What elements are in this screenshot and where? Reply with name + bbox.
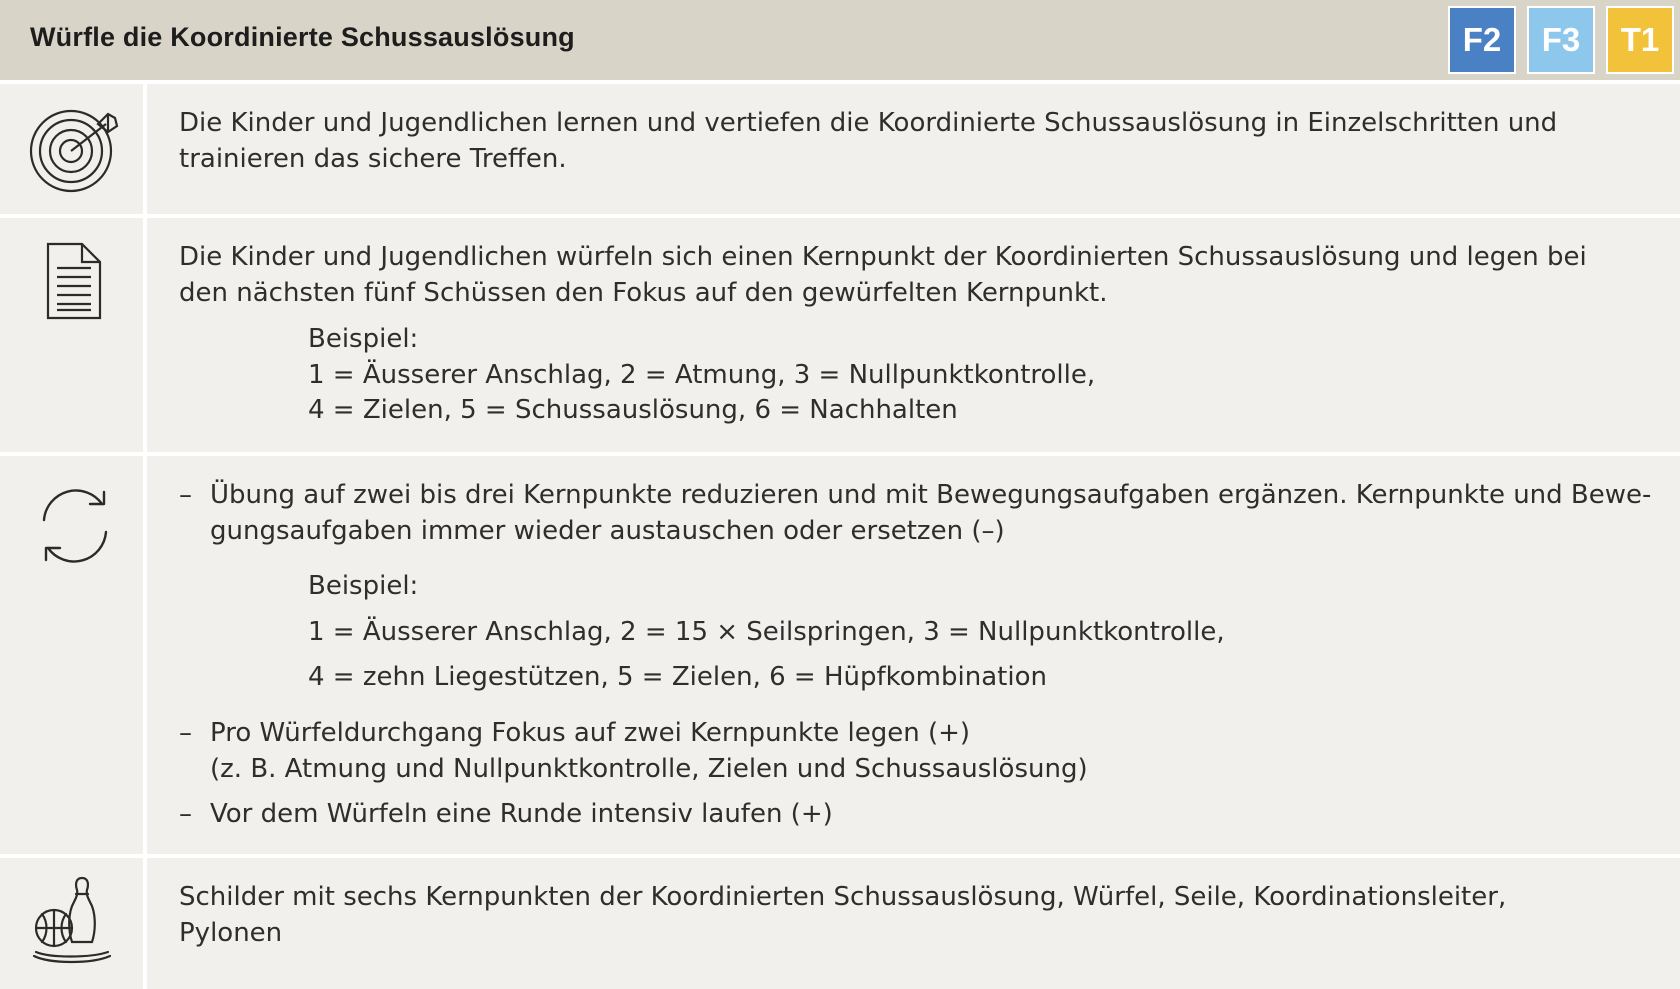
- example-line: 4 = Zielen, 5 = Schussauslösung, 6 = Nachhalten: [308, 395, 958, 425]
- exercise-title: Würfle die Koordinierte Schussauslösung: [30, 22, 575, 52]
- card-header: [0, 0, 1680, 80]
- bullet-dash: –: [179, 718, 192, 748]
- badge-f3: F3: [1527, 6, 1595, 74]
- description-line: den nächsten fünf Schüssen den Fokus auf den gewürfelten Kernpunkt.: [179, 277, 1108, 308]
- description-line: Die Kinder und Jugendlichen würfeln sich einen Kernpunkt der Koordinierten Schussauslösung und legen bei: [179, 242, 1587, 272]
- description-text: [179, 240, 1640, 311]
- variation-bullet-2: [210, 716, 1640, 787]
- bullet-line: Pro Würfeldurchgang Fokus auf zwei Kernpunkte legen (+): [210, 718, 971, 748]
- variation-bullet-3: [210, 797, 1640, 833]
- materials-line: Schilder mit sechs Kernpunkten der Koordinierten Schussauslösung, Würfel, Seile, Koordinationsleiter,: [179, 882, 1507, 912]
- materials-icon-cell: [0, 858, 147, 989]
- example-line: 4 = zehn Liegestützen, 5 = Zielen, 6 = Hüpfkombination: [308, 662, 1047, 692]
- description-icon-cell: [0, 218, 147, 452]
- sports-equipment-icon: [30, 872, 120, 972]
- bullet-line: gungsaufgaben immer wieder austauschen oder ersetzen (–): [210, 515, 1005, 546]
- description-example: [308, 322, 1095, 429]
- goal-row: [0, 84, 1680, 214]
- target-icon: [24, 98, 124, 198]
- badge-f2: F2: [1448, 6, 1516, 74]
- variations-example: [308, 569, 1225, 696]
- example-heading: Beispiel:: [308, 324, 419, 354]
- variations-icon-cell: [0, 456, 147, 854]
- refresh-icon: [30, 480, 120, 570]
- materials-line: Pylonen: [179, 917, 283, 948]
- materials-text: [179, 880, 1640, 951]
- badge-t1: T1: [1606, 6, 1674, 74]
- bullet-dash: –: [179, 480, 192, 510]
- example-line: 1 = Äusserer Anschlag, 2 = 15 × Seilspringen, 3 = Nullpunktkontrolle,: [308, 616, 1225, 647]
- bullet-line: Vor dem Würfeln eine Runde intensiv laufen (+): [210, 799, 833, 829]
- bullet-line: Übung auf zwei bis drei Kernpunkte reduzieren und mit Bewegungsaufgaben ergänzen. Kernpunkte und Bewe-: [210, 480, 1652, 510]
- variation-bullet-1: [210, 478, 1652, 549]
- bullet-dash: –: [179, 799, 192, 829]
- goal-icon-cell: [0, 84, 147, 214]
- variations-row: [0, 456, 1680, 854]
- goal-line: trainieren das sichere Treffen.: [179, 143, 567, 174]
- example-line: 1 = Äusserer Anschlag, 2 = Atmung, 3 = Nullpunktkontrolle,: [308, 359, 1096, 390]
- example-heading: Beispiel:: [308, 571, 419, 601]
- bullet-line: (z. B. Atmung und Nullpunktkontrolle, Zielen und Schussauslösung): [210, 753, 1088, 784]
- materials-row: [0, 858, 1680, 989]
- goal-line: Die Kinder und Jugendlichen lernen und vertiefen die Koordinierte Schussauslösung in Einzelschritten und: [179, 108, 1558, 138]
- document-icon: [40, 240, 110, 324]
- description-row: [0, 218, 1680, 452]
- goal-text: [179, 106, 1640, 177]
